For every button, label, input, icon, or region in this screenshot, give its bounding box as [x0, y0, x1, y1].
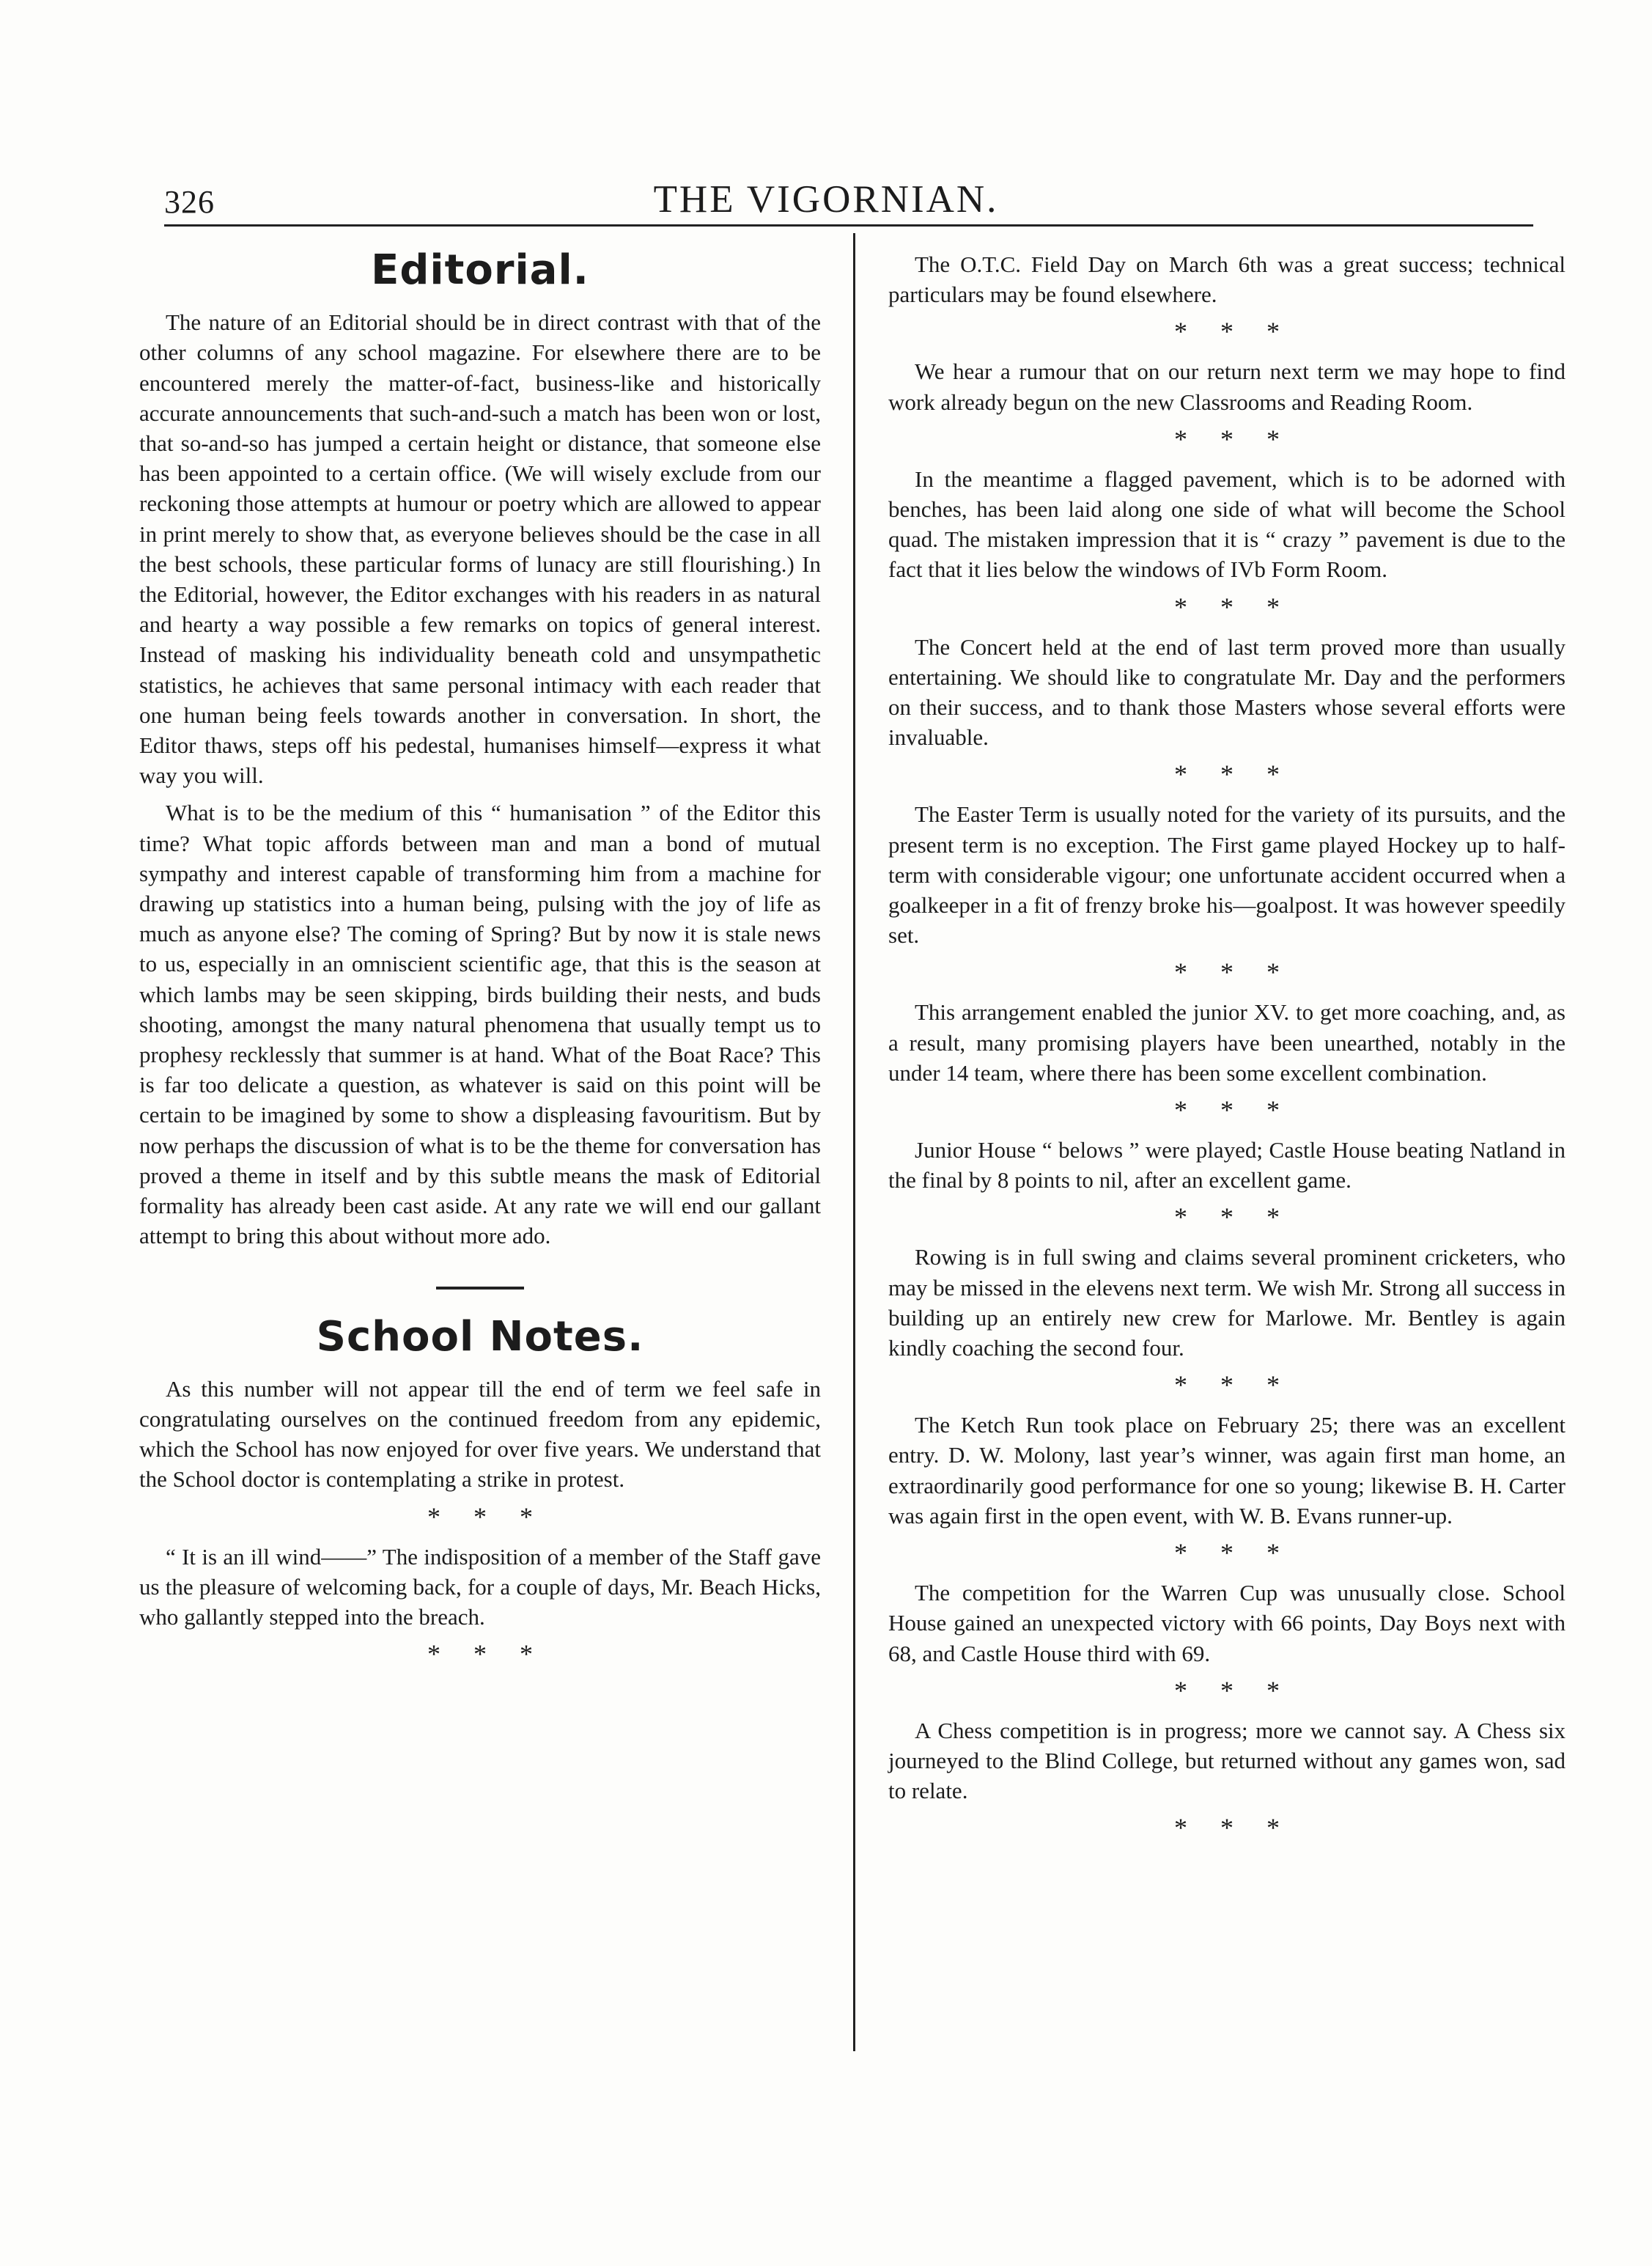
- separator-stars: * * *: [1174, 957, 1293, 987]
- note-item: We hear a rumour that on our return next term we may hope to find work already begun on the new Classrooms and Reading Room.: [888, 358, 1566, 415]
- note-item: “ It is an ill wind——” The indisposition of a member of the Staff gave us the pleasure of welcoming back, for a couple of days, Mr. Beach Hicks, who gallantly stepped into the breach.: [139, 1543, 821, 1630]
- note-item: The competition for the Warren Cup was unusually close. School House gained an unexpected victory with 66 points, Day Boys next with 68, and Castle House third with 69.: [888, 1580, 1566, 1666]
- note-item: Junior House “ belows ” were played; Castle House beating Natland in the final by 8 points to nil, after an excellent game.: [888, 1137, 1566, 1193]
- separator-stars: * * *: [427, 1639, 546, 1669]
- note-item: This arrangement enabled the junior XV. to get more coaching, and, as a result, many promising players have been unearthed, notably in the under 14 team, where there has been some excellent combination.: [888, 999, 1566, 1086]
- note-item: Rowing is in full swing and claims several prominent cricketers, who may be missed in the elevens next term. We wish Mr. Strong all success in building up an entirely new crew for Marlowe. Mr. Bentley is again kindly coaching the second four.: [888, 1244, 1566, 1361]
- left-column: [139, 246, 821, 1679]
- column-divider: [853, 233, 855, 2051]
- note-item: A Chess competition is in progress; more we cannot say. A Chess six journeyed to the Blind College, but returned without any games won, sad to relate.: [888, 1717, 1566, 1804]
- section-divider: [436, 1287, 524, 1290]
- note-item: The Concert held at the end of last term proved more than usually entertaining. We should like to congratulate Mr. Day and the performers on their success, and to thank those Masters whose several efforts were invaluable.: [888, 633, 1566, 751]
- running-title: THE VIGORNIAN.: [653, 178, 999, 221]
- separator-stars: * * *: [1174, 1370, 1293, 1400]
- separator-stars: * * *: [1174, 1538, 1293, 1568]
- right-column: [888, 249, 1566, 1853]
- separator-stars: * * *: [427, 1501, 546, 1531]
- page-number: 326: [164, 184, 215, 220]
- separator-stars: * * *: [1174, 592, 1293, 622]
- separator-stars: * * *: [1174, 1095, 1293, 1125]
- note-item: The Ketch Run took place on February 25; there was an excellent entry. D. W. Molony, last year’s winner, was again first man home, an extraordinarily good performance for one so young; likewise B. H. Carter was again first in the open event, with W. B. Evans runner-up.: [888, 1412, 1566, 1529]
- header-rule: [164, 224, 1533, 227]
- school-notes-heading: School Notes.: [316, 1312, 644, 1361]
- editorial-paragraph: What is to be the medium of this “ humanisation ” of the Editor this time? What topic affords between man and man a bond of mutual sympathy and interest capable of transforming him from a machine for drawing up statistics into a human being, pulsing with the joy of life as much as anyone else? The coming of Spring? But by now it is stale news to us, especially in an omniscient scientific age, that this is the season at which lambs may be seen skipping, birds building their nests, and buds shooting, amongst the many natural phenomena that usually tempt us to prophesy recklessly that summer is at hand. What of the Boat Race? This is far too delicate a question, as whatever is said on this point will be certain to be imagined by some to show a displeasing favouritism. But by now perhaps the discussion of what is to be the theme for conversation has proved a theme in itself and by this subtle means the mask of Editorial formality has already been cast aside. At any rate we will end our gallant attempt to bring this about without more ado.: [139, 800, 821, 1249]
- separator-stars: * * *: [1174, 1675, 1293, 1705]
- note-item: The O.T.C. Field Day on March 6th was a great success; technical particulars may be found elsewhere.: [888, 251, 1566, 308]
- separator-stars: * * *: [1174, 759, 1293, 790]
- note-item: In the meantime a flagged pavement, which is to be adorned with benches, has been laid along one side of what will become the School quad. The mistaken impression that it is “ crazy ” pavement is due to the fact that it lies below the windows of IVb Form Room.: [888, 466, 1566, 583]
- separator-stars: * * *: [1174, 1813, 1293, 1843]
- note-item: As this number will not appear till the end of term we feel safe in congratulating ourselves on the continued freedom from any epidemic, which the School has now enjoyed for over five years. We understand that the School doctor is contemplating a strike in protest.: [139, 1375, 821, 1493]
- note-item: The Easter Term is usually noted for the variety of its pursuits, and the present term is no exception. The First game played Hockey up to half-term with considerable vigour; one unfortunate accident occurred when a goalkeeper in a fit of frenzy broke his—goalpost. It was however speedily set.: [888, 801, 1566, 949]
- separator-stars: * * *: [1174, 1202, 1293, 1232]
- separator-stars: * * *: [1174, 424, 1293, 454]
- separator-stars: * * *: [1174, 317, 1293, 347]
- editorial-heading: Editorial.: [371, 246, 589, 294]
- editorial-paragraph: The nature of an Editorial should be in direct contrast with that of the other columns of any school magazine. For elsewhere there are to be encountered merely the matter-of-fact, business-like and historically accurate announcements that such-and-such a match has been won or lost, that so-and-so has jumped a certain height or distance, that someone else has been appointed to a certain office. (We will wisely exclude from our reckoning those attempts at humour or poetry which are allowed to appear in print merely to show that, as everyone believes should be the case in all the best schools, these particular forms of lunacy are still flourishing.) In the Editorial, however, the Editor exchanges with his readers in as natural and hearty a way possible a few remarks on topics of general interest. Instead of masking his individuality beneath cold and unsympathetic statistics, he achieves that same personal intimacy with each reader that one human being feels towards another in conversation. In short, the Editor thaws, steps off his pedestal, humanises himself—express it what way you will.: [139, 309, 821, 789]
